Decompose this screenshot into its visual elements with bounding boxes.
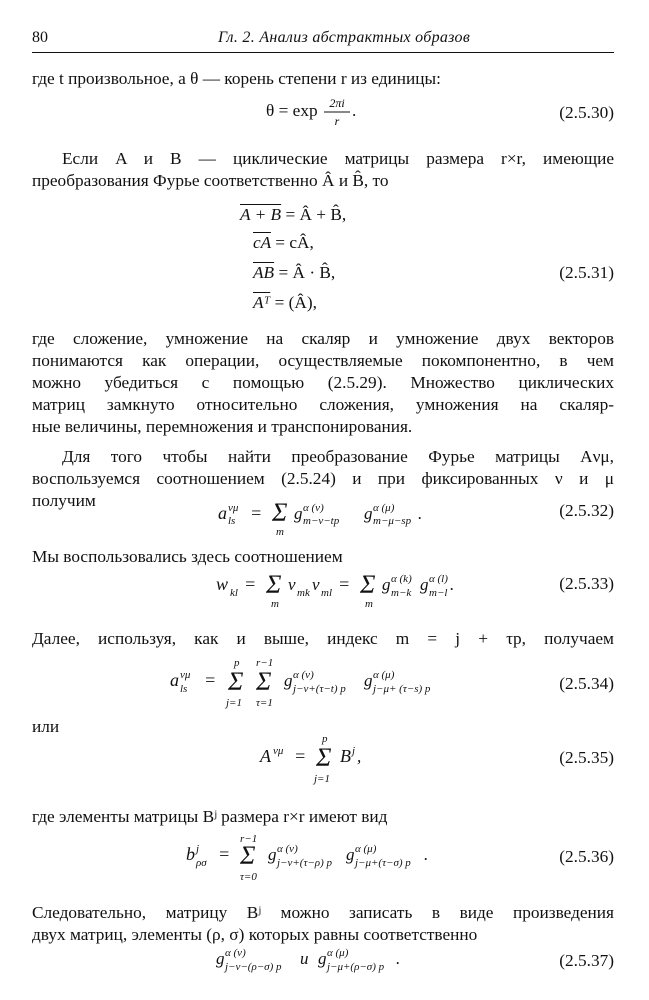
text-line: где элементы матрицы Bʲ размера r×r имеют вид xyxy=(32,807,388,826)
svg-text:Σ: Σ xyxy=(240,841,256,870)
svg-text:g: g xyxy=(294,504,303,523)
formula-b-rho-sigma xyxy=(184,830,484,886)
svg-text:r−1: r−1 xyxy=(256,657,274,669)
equation-2-5-30: θ = exp 2πi r . xyxy=(266,96,357,128)
svg-text:p: p xyxy=(322,733,328,745)
svg-text:g: g xyxy=(382,575,391,594)
svg-text:j−μ+ (τ−s) p: j−μ+ (τ−s) p xyxy=(373,683,431,695)
svg-text:Σ: Σ xyxy=(272,498,288,527)
fraction-2pi-i-over-r xyxy=(322,95,352,129)
text-line: ные величины, перемножения и транспонирования. xyxy=(32,417,413,436)
equation-number: (2.5.31) xyxy=(559,263,614,282)
text-line: где t произвольное, а θ — корень степени r из единицы: xyxy=(32,69,441,88)
svg-text:g: g xyxy=(268,845,277,864)
formula-a-ls-double-sum xyxy=(168,654,488,712)
svg-text:j−ν+(τ−t) p: j−ν+(τ−t) p xyxy=(293,683,346,695)
svg-text:2πi: 2πi xyxy=(329,96,345,110)
text-line: Далее, используя, как и выше, индекс m = j + τp, получаем xyxy=(32,629,614,648)
svg-text:α (ν): α (ν) xyxy=(293,669,314,681)
svg-text:=: = xyxy=(204,670,217,690)
svg-text:.: . xyxy=(424,845,429,864)
text-line: преобразования Фурье соответственно Â и B̂, то xyxy=(32,171,389,190)
text-line: понимаются как операции, осуществляемые покомпонентно, в чем xyxy=(32,351,614,370)
svg-text:α (ν): α (ν) xyxy=(225,947,246,959)
equation-number: (2.5.30) xyxy=(559,103,614,122)
svg-text:τ=1: τ=1 xyxy=(256,697,273,709)
svg-text:α (μ): α (μ) xyxy=(327,947,349,959)
svg-text:w: w xyxy=(216,574,229,594)
svg-text:νμ: νμ xyxy=(273,745,284,757)
chapter-title: Гл. 2. Анализ абстрактных образов xyxy=(218,29,471,46)
svg-text:Σ: Σ xyxy=(360,570,376,599)
svg-text:и: и xyxy=(300,949,309,968)
svg-text:m−l: m−l xyxy=(429,587,448,599)
equation-number: (2.5.35) xyxy=(559,748,614,767)
svg-text:v: v xyxy=(312,575,320,594)
text-line: Мы воспользовались здесь соотношением xyxy=(32,547,343,566)
svg-text:α (l): α (l) xyxy=(429,573,448,585)
svg-text:ρσ: ρσ xyxy=(196,857,207,869)
svg-text:α (μ): α (μ) xyxy=(373,502,395,514)
svg-text:r: r xyxy=(334,114,340,128)
equation-number: (2.5.37) xyxy=(559,951,614,970)
svg-text:α (μ): α (μ) xyxy=(355,843,377,855)
text-line: матриц замкнуто относительно сложения, умножения на скаляр- xyxy=(32,395,614,414)
text-line: Следовательно, матрицу Bʲ можно записать в виде произведения xyxy=(32,903,614,922)
svg-text:v: v xyxy=(288,575,296,594)
svg-text:.: . xyxy=(418,504,423,523)
formula-a-ls-sum xyxy=(216,493,476,537)
svg-text:m−k: m−k xyxy=(391,587,412,599)
svg-text:m: m xyxy=(365,598,373,610)
svg-text:ml: ml xyxy=(321,587,332,599)
text-line: где сложение, умножение на скаляр и умножение двух векторов xyxy=(32,329,614,348)
svg-text:j−μ+(τ−σ) p: j−μ+(τ−σ) p xyxy=(355,857,411,869)
svg-text:α (ν): α (ν) xyxy=(303,502,324,514)
svg-text:g: g xyxy=(346,845,355,864)
svg-text:g: g xyxy=(364,504,373,523)
svg-text:j: j xyxy=(196,843,200,855)
svg-text:B: B xyxy=(340,746,351,766)
svg-text:a: a xyxy=(218,503,227,523)
svg-text:p: p xyxy=(234,657,240,669)
running-header xyxy=(32,26,614,53)
svg-text:g: g xyxy=(284,671,293,690)
svg-text:j: j xyxy=(352,745,356,757)
svg-text:=: = xyxy=(218,844,231,864)
equation-2-5-35 xyxy=(258,730,398,792)
svg-text:j−ν+(τ−ρ) p: j−ν+(τ−ρ) p xyxy=(277,857,332,869)
svg-text:j=1: j=1 xyxy=(226,697,242,709)
equation-number: (2.5.33) xyxy=(559,574,614,593)
page-number: 80 xyxy=(32,29,48,46)
formula-w-kl xyxy=(214,566,474,612)
equation-2-5-36 xyxy=(184,830,484,892)
svg-text:j−ν−(ρ−σ) p: j−ν−(ρ−σ) p xyxy=(225,961,282,973)
svg-text:Σ: Σ xyxy=(256,667,272,696)
svg-text:mk: mk xyxy=(297,587,310,599)
svg-text:g: g xyxy=(420,575,429,594)
text-line: Для того чтобы найти преобразование Фурье матрицы Aνμ, xyxy=(62,447,614,466)
svg-text:α (μ): α (μ) xyxy=(373,669,395,681)
formula-A-nu-mu-sum xyxy=(258,730,398,786)
equation-2-5-31-line-4: $\overline{Aᵀ}$ = (Â), xyxy=(253,293,317,312)
equation-number: (2.5.34) xyxy=(559,674,614,693)
equation-2-5-31-line-1: A + B = Â + B̂, xyxy=(240,205,347,224)
equation-2-5-37 xyxy=(214,942,414,988)
equation-2-5-33 xyxy=(214,566,474,618)
svg-text:b: b xyxy=(186,844,195,864)
svg-text:=: = xyxy=(250,503,263,523)
svg-text:m: m xyxy=(276,526,284,537)
svg-text:Σ: Σ xyxy=(266,570,282,599)
svg-text:ls: ls xyxy=(180,683,188,695)
text-line: воспользуемся соотношением (2.5.24) и при фиксированных ν и μ xyxy=(32,469,614,488)
svg-text:=: = xyxy=(244,574,257,594)
svg-text:a: a xyxy=(170,670,179,690)
equation-2-5-31-line-2: $\overline{cA}$ = cÂ, xyxy=(253,233,314,252)
svg-text:=: = xyxy=(338,574,351,594)
svg-text:ls: ls xyxy=(228,515,236,527)
svg-text:Σ: Σ xyxy=(228,667,244,696)
svg-text:m−ν−tp: m−ν−tp xyxy=(303,515,340,527)
text-line: двух матриц, элементы (ρ, σ) которых равны соответственно xyxy=(32,925,478,944)
svg-text:j=1: j=1 xyxy=(314,773,330,785)
text-line: получим xyxy=(32,491,96,510)
svg-text:A: A xyxy=(260,746,271,766)
svg-text:Σ: Σ xyxy=(316,743,332,772)
svg-text:r−1: r−1 xyxy=(240,833,258,845)
svg-text:g: g xyxy=(364,671,373,690)
svg-text:j−μ+(ρ−σ) p: j−μ+(ρ−σ) p xyxy=(327,961,385,973)
svg-text:m−μ−sp: m−μ−sp xyxy=(373,515,412,527)
svg-text:m: m xyxy=(271,598,279,610)
svg-text:νμ: νμ xyxy=(228,502,239,514)
svg-text:τ=0: τ=0 xyxy=(240,871,257,883)
svg-text:.: . xyxy=(396,949,401,968)
svg-text:,: , xyxy=(357,747,362,766)
svg-text:α (ν): α (ν) xyxy=(277,843,298,855)
text-line: или xyxy=(32,717,60,736)
svg-text:g: g xyxy=(216,949,225,968)
text-line: Если A и B — циклические матрицы размера r×r, имеющие xyxy=(62,149,614,168)
text-line: можно убедиться с помощью (2.5.29). Множество циклических xyxy=(32,373,614,392)
equation-2-5-31-line-3: $\overline{AB}$ = Â · B̂, xyxy=(253,263,336,282)
svg-text:kl: kl xyxy=(230,587,238,599)
svg-text:νμ: νμ xyxy=(180,669,191,681)
equation-number: (2.5.32) xyxy=(559,501,614,520)
equation-number: (2.5.36) xyxy=(559,847,614,866)
svg-text:g: g xyxy=(318,949,327,968)
svg-text:=: = xyxy=(294,746,307,766)
formula-two-matrices xyxy=(214,942,414,982)
equation-2-5-34 xyxy=(168,654,488,718)
svg-text:α (k): α (k) xyxy=(391,573,412,585)
equation-2-5-32 xyxy=(216,493,476,543)
svg-text:.: . xyxy=(450,575,455,594)
